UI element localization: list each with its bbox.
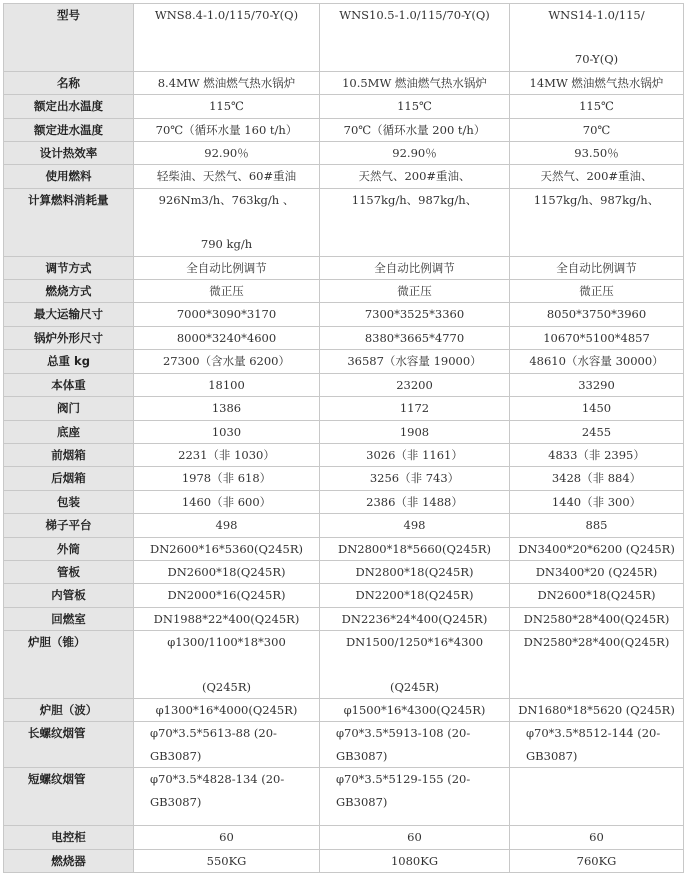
table-row — [4, 849, 684, 872]
model-name: WNS8.4-1.0/115/70-Y(Q) — [154, 8, 299, 22]
value-text: 8050*3750*3960 — [546, 307, 647, 322]
value-text-line2: GB3087) — [336, 794, 388, 809]
row-label: 电控柜 — [4, 826, 134, 849]
value-text: 18100 — [208, 377, 245, 392]
value-text: 轻柴油、天然气、60#重油 — [156, 169, 297, 184]
row-label: 炉胆（锥） — [4, 631, 134, 699]
value-text: 3026（非 1161） — [366, 447, 463, 462]
value-text: 1386 — [211, 401, 242, 416]
row-label: 包装 — [4, 490, 134, 513]
value-cell — [134, 188, 320, 256]
row-label: 型号 — [4, 4, 134, 72]
value-cell — [510, 326, 684, 349]
row-label: 燃烧器 — [4, 849, 134, 872]
value-text: 27300（含水量 6200） — [162, 354, 290, 369]
row-label: 后烟箱 — [4, 467, 134, 490]
value-cell — [510, 826, 684, 849]
value-cell — [510, 373, 684, 396]
model-name-line2: 70-Y(Q) — [574, 52, 619, 67]
row-label: 底座 — [4, 420, 134, 443]
value-cell — [320, 165, 510, 188]
value-text-line2: GB3087) — [526, 748, 578, 763]
value-cell — [510, 607, 684, 630]
row-label: 管板 — [4, 560, 134, 583]
value-text: 8.4MW 燃油燃气热水锅炉 — [157, 75, 296, 90]
value-text: 115℃ — [397, 99, 432, 114]
row-label: 燃烧方式 — [4, 280, 134, 303]
value-text: 3256（非 743） — [369, 471, 460, 486]
table-row — [4, 256, 684, 279]
row-label: 外筒 — [4, 537, 134, 560]
value-text: 1157kg/h、987kg/h、 — [351, 192, 478, 207]
row-label: 本体重 — [4, 373, 134, 396]
table-row — [4, 95, 684, 118]
table-row — [4, 118, 684, 141]
value-text: 33290 — [578, 377, 615, 392]
value-text: 115℃ — [209, 99, 244, 114]
value-cell — [510, 420, 684, 443]
value-text: DN2600*18(Q245R) — [537, 588, 656, 603]
value-cell — [320, 584, 510, 607]
table-row — [4, 537, 684, 560]
table-row — [4, 490, 684, 513]
value-text: DN2600*18(Q245R) — [167, 564, 286, 579]
value-text: φ1300*16*4000(Q245R) — [155, 702, 298, 717]
value-text-line2: GB3087) — [150, 748, 202, 763]
table-row — [4, 443, 684, 466]
cell-spacer — [136, 654, 317, 676]
value-text: 天然气、200#重油、 — [540, 169, 653, 184]
value-cell — [134, 490, 320, 513]
row-label: 短螺纹烟管 — [4, 768, 134, 826]
table-row — [4, 698, 684, 721]
value-cell — [134, 303, 320, 326]
value-cell — [320, 188, 510, 256]
value-text: 36587（水容量 19000） — [347, 354, 482, 369]
value-text: 微正压 — [209, 284, 244, 299]
value-cell — [510, 280, 684, 303]
value-cell — [320, 698, 510, 721]
value-text: 4833（非 2395） — [548, 447, 645, 462]
value-text: 全自动比例调节 — [374, 260, 455, 275]
value-cell — [134, 849, 320, 872]
table-row — [4, 280, 684, 303]
value-text: 885 — [585, 518, 608, 533]
value-cell — [134, 71, 320, 94]
value-text: 全自动比例调节 — [556, 260, 637, 275]
value-text: DN2800*18*5660(Q245R) — [338, 541, 491, 556]
value-cell — [510, 849, 684, 872]
value-cell — [510, 188, 684, 256]
table-row — [4, 350, 684, 373]
model-cell — [320, 4, 510, 72]
value-text: 60 — [407, 830, 422, 845]
row-label: 使用燃料 — [4, 165, 134, 188]
table-row — [4, 303, 684, 326]
value-text: 2455 — [581, 424, 612, 439]
value-cell — [320, 514, 510, 537]
value-cell — [510, 722, 684, 768]
cell-spacer — [512, 211, 681, 233]
value-text: 微正压 — [579, 284, 614, 299]
model-cell — [134, 4, 320, 72]
value-cell — [510, 95, 684, 118]
value-cell — [134, 467, 320, 490]
value-cell — [134, 256, 320, 279]
value-text: 926Nm3/h、763kg/h 、 — [158, 192, 295, 207]
value-text: DN2580*28*400(Q245R) — [523, 635, 670, 650]
model-name: WNS10.5-1.0/115/70-Y(Q) — [339, 8, 490, 22]
value-text: DN1500/1250*16*4300 — [345, 635, 484, 650]
value-cell — [320, 631, 510, 699]
cell-spacer — [322, 211, 507, 233]
value-text: 天然气、200#重油、 — [358, 169, 471, 184]
value-text: 10.5MW 燃油燃气热水锅炉 — [342, 75, 487, 90]
value-text: DN3400*20 (Q245R) — [535, 564, 658, 579]
value-cell — [510, 467, 684, 490]
value-cell — [320, 826, 510, 849]
value-text: 1172 — [399, 401, 430, 416]
table-row — [4, 768, 684, 826]
row-label: 炉胆（波） — [4, 698, 134, 721]
value-cell — [510, 631, 684, 699]
value-text: 1030 — [211, 424, 242, 439]
value-text: 498 — [215, 518, 238, 533]
table-row — [4, 607, 684, 630]
table-row — [4, 514, 684, 537]
table-row — [4, 373, 684, 396]
value-text: 115℃ — [579, 99, 614, 114]
value-cell — [510, 768, 684, 826]
value-text: φ1300/1100*18*300 — [167, 635, 286, 650]
value-cell — [320, 303, 510, 326]
value-cell — [134, 631, 320, 699]
cell-spacer — [512, 654, 681, 676]
value-text: DN2580*28*400(Q245R) — [523, 611, 670, 626]
value-cell — [134, 118, 320, 141]
value-cell — [510, 165, 684, 188]
value-cell — [320, 350, 510, 373]
model-name: WNS14-1.0/115/ — [548, 8, 645, 22]
value-cell — [134, 373, 320, 396]
value-cell — [510, 303, 684, 326]
row-label: 回燃室 — [4, 607, 134, 630]
value-text: 70℃（循环水量 160 t/h） — [155, 122, 298, 137]
value-cell — [134, 607, 320, 630]
value-text: DN2000*16(Q245R) — [167, 588, 286, 603]
row-label: 名称 — [4, 71, 134, 94]
table-row — [4, 71, 684, 94]
value-text: 7300*3525*3360 — [364, 307, 465, 322]
value-text: φ70*3.5*8512-144 (20- — [526, 726, 661, 741]
value-text-continued: 790 kg/h — [200, 237, 253, 252]
value-text: 全自动比例调节 — [186, 260, 267, 275]
value-text: 1440（非 300） — [551, 494, 642, 509]
value-cell — [134, 142, 320, 165]
table-row — [4, 584, 684, 607]
value-text: 2386（非 1488） — [366, 494, 463, 509]
value-text-continued: (Q245R) — [201, 679, 251, 694]
table-row — [4, 142, 684, 165]
value-cell — [134, 722, 320, 768]
value-cell — [320, 397, 510, 420]
value-text: 1450 — [581, 401, 612, 416]
value-cell — [134, 165, 320, 188]
value-text: 1157kg/h、987kg/h、 — [533, 192, 660, 207]
value-cell — [510, 584, 684, 607]
value-cell — [510, 256, 684, 279]
value-cell — [134, 826, 320, 849]
value-text-line2: GB3087) — [150, 794, 202, 809]
value-text: φ70*3.5*4828-134 (20- — [150, 772, 285, 787]
value-cell — [320, 420, 510, 443]
row-label: 内管板 — [4, 584, 134, 607]
value-text: 93.50％ — [574, 146, 619, 161]
value-cell — [320, 95, 510, 118]
boiler-spec-table — [3, 3, 684, 873]
value-text: 498 — [403, 518, 426, 533]
value-cell — [320, 326, 510, 349]
value-text: 760KG — [576, 853, 617, 868]
row-label: 设计热效率 — [4, 142, 134, 165]
row-label: 阀门 — [4, 397, 134, 420]
model-cell — [510, 4, 684, 72]
value-cell — [320, 256, 510, 279]
value-cell — [134, 443, 320, 466]
value-cell — [134, 326, 320, 349]
row-label: 前烟箱 — [4, 443, 134, 466]
value-text: DN2200*18(Q245R) — [355, 588, 474, 603]
value-text: φ1500*16*4300(Q245R) — [343, 702, 486, 717]
table-row — [4, 188, 684, 256]
value-text: 70℃ — [582, 122, 611, 137]
value-cell — [510, 698, 684, 721]
value-cell — [320, 849, 510, 872]
cell-spacer — [136, 211, 317, 233]
value-text: DN1680*18*5620 (Q245R) — [518, 702, 675, 717]
table-row — [4, 560, 684, 583]
value-cell — [510, 350, 684, 373]
value-cell — [134, 560, 320, 583]
value-cell — [134, 584, 320, 607]
value-text: DN2800*18(Q245R) — [355, 564, 474, 579]
value-text: 1908 — [399, 424, 430, 439]
value-cell — [510, 560, 684, 583]
row-label: 额定出水温度 — [4, 95, 134, 118]
value-text: DN2600*16*5360(Q245R) — [150, 541, 303, 556]
table-row — [4, 420, 684, 443]
value-cell — [510, 490, 684, 513]
value-text: 550KG — [206, 853, 247, 868]
value-text: 70℃（循环水量 200 t/h） — [343, 122, 486, 137]
value-cell — [320, 373, 510, 396]
value-cell — [134, 280, 320, 303]
value-cell — [134, 537, 320, 560]
value-cell — [134, 768, 320, 826]
table-row — [4, 165, 684, 188]
row-label: 额定进水温度 — [4, 118, 134, 141]
value-text: DN1988*22*400(Q245R) — [153, 611, 300, 626]
value-text: 48610（水容量 30000） — [529, 354, 664, 369]
value-text: 2231（非 1030） — [178, 447, 275, 462]
value-text: DN3400*20*6200 (Q245R) — [518, 541, 675, 556]
value-text: 23200 — [396, 377, 433, 392]
value-text-line2: GB3087) — [336, 748, 388, 763]
value-cell — [320, 607, 510, 630]
table-row — [4, 467, 684, 490]
row-label: 最大运输尺寸 — [4, 303, 134, 326]
value-text: 1080KG — [390, 853, 439, 868]
value-text-continued: (Q245R) — [389, 679, 439, 694]
value-cell — [134, 350, 320, 373]
value-text: 60 — [589, 830, 604, 845]
table-row — [4, 397, 684, 420]
table-row — [4, 826, 684, 849]
value-text: 1460（非 600） — [181, 494, 272, 509]
value-text: 1978（非 618） — [181, 471, 272, 486]
cell-spacer — [322, 654, 507, 676]
table-row — [4, 326, 684, 349]
value-cell — [320, 443, 510, 466]
value-text: φ70*3.5*5129-155 (20- — [336, 772, 471, 787]
value-text: φ70*3.5*5913-108 (20- — [336, 726, 471, 741]
value-cell — [320, 142, 510, 165]
value-cell — [320, 71, 510, 94]
value-text: 7000*3090*3170 — [176, 307, 277, 322]
value-cell — [320, 280, 510, 303]
model-header-row — [4, 4, 684, 72]
value-text: 14MW 燃油燃气热水锅炉 — [529, 75, 664, 90]
value-cell — [320, 722, 510, 768]
value-text: 10670*5100*4857 — [543, 330, 650, 345]
value-cell — [134, 698, 320, 721]
value-cell — [510, 118, 684, 141]
value-cell — [510, 397, 684, 420]
value-cell — [320, 768, 510, 826]
table-row — [4, 631, 684, 699]
value-cell — [510, 71, 684, 94]
value-cell — [320, 560, 510, 583]
value-text: φ70*3.5*5613-88 (20- — [150, 726, 277, 741]
value-text: 92.90％ — [392, 146, 437, 161]
value-cell — [134, 420, 320, 443]
value-cell — [320, 490, 510, 513]
value-text: 92.90％ — [204, 146, 249, 161]
value-text: 微正压 — [397, 284, 432, 299]
table-row — [4, 722, 684, 768]
value-text: 3428（非 884） — [551, 471, 642, 486]
value-text: DN2236*24*400(Q245R) — [341, 611, 488, 626]
row-label: 梯子平台 — [4, 514, 134, 537]
row-label: 锅炉外形尺寸 — [4, 326, 134, 349]
row-label: 长螺纹烟管 — [4, 722, 134, 768]
value-cell — [320, 467, 510, 490]
row-label: 总重 kg — [4, 350, 134, 373]
value-cell — [510, 514, 684, 537]
value-text: 8380*3665*4770 — [364, 330, 465, 345]
row-label: 调节方式 — [4, 256, 134, 279]
value-cell — [134, 397, 320, 420]
value-text: 60 — [219, 830, 234, 845]
value-cell — [510, 142, 684, 165]
value-text: 8000*3240*4600 — [176, 330, 277, 345]
value-cell — [510, 537, 684, 560]
value-cell — [320, 118, 510, 141]
value-cell — [134, 95, 320, 118]
row-label: 计算燃料消耗量 — [4, 188, 134, 256]
value-cell — [134, 514, 320, 537]
value-cell — [510, 443, 684, 466]
value-cell — [320, 537, 510, 560]
